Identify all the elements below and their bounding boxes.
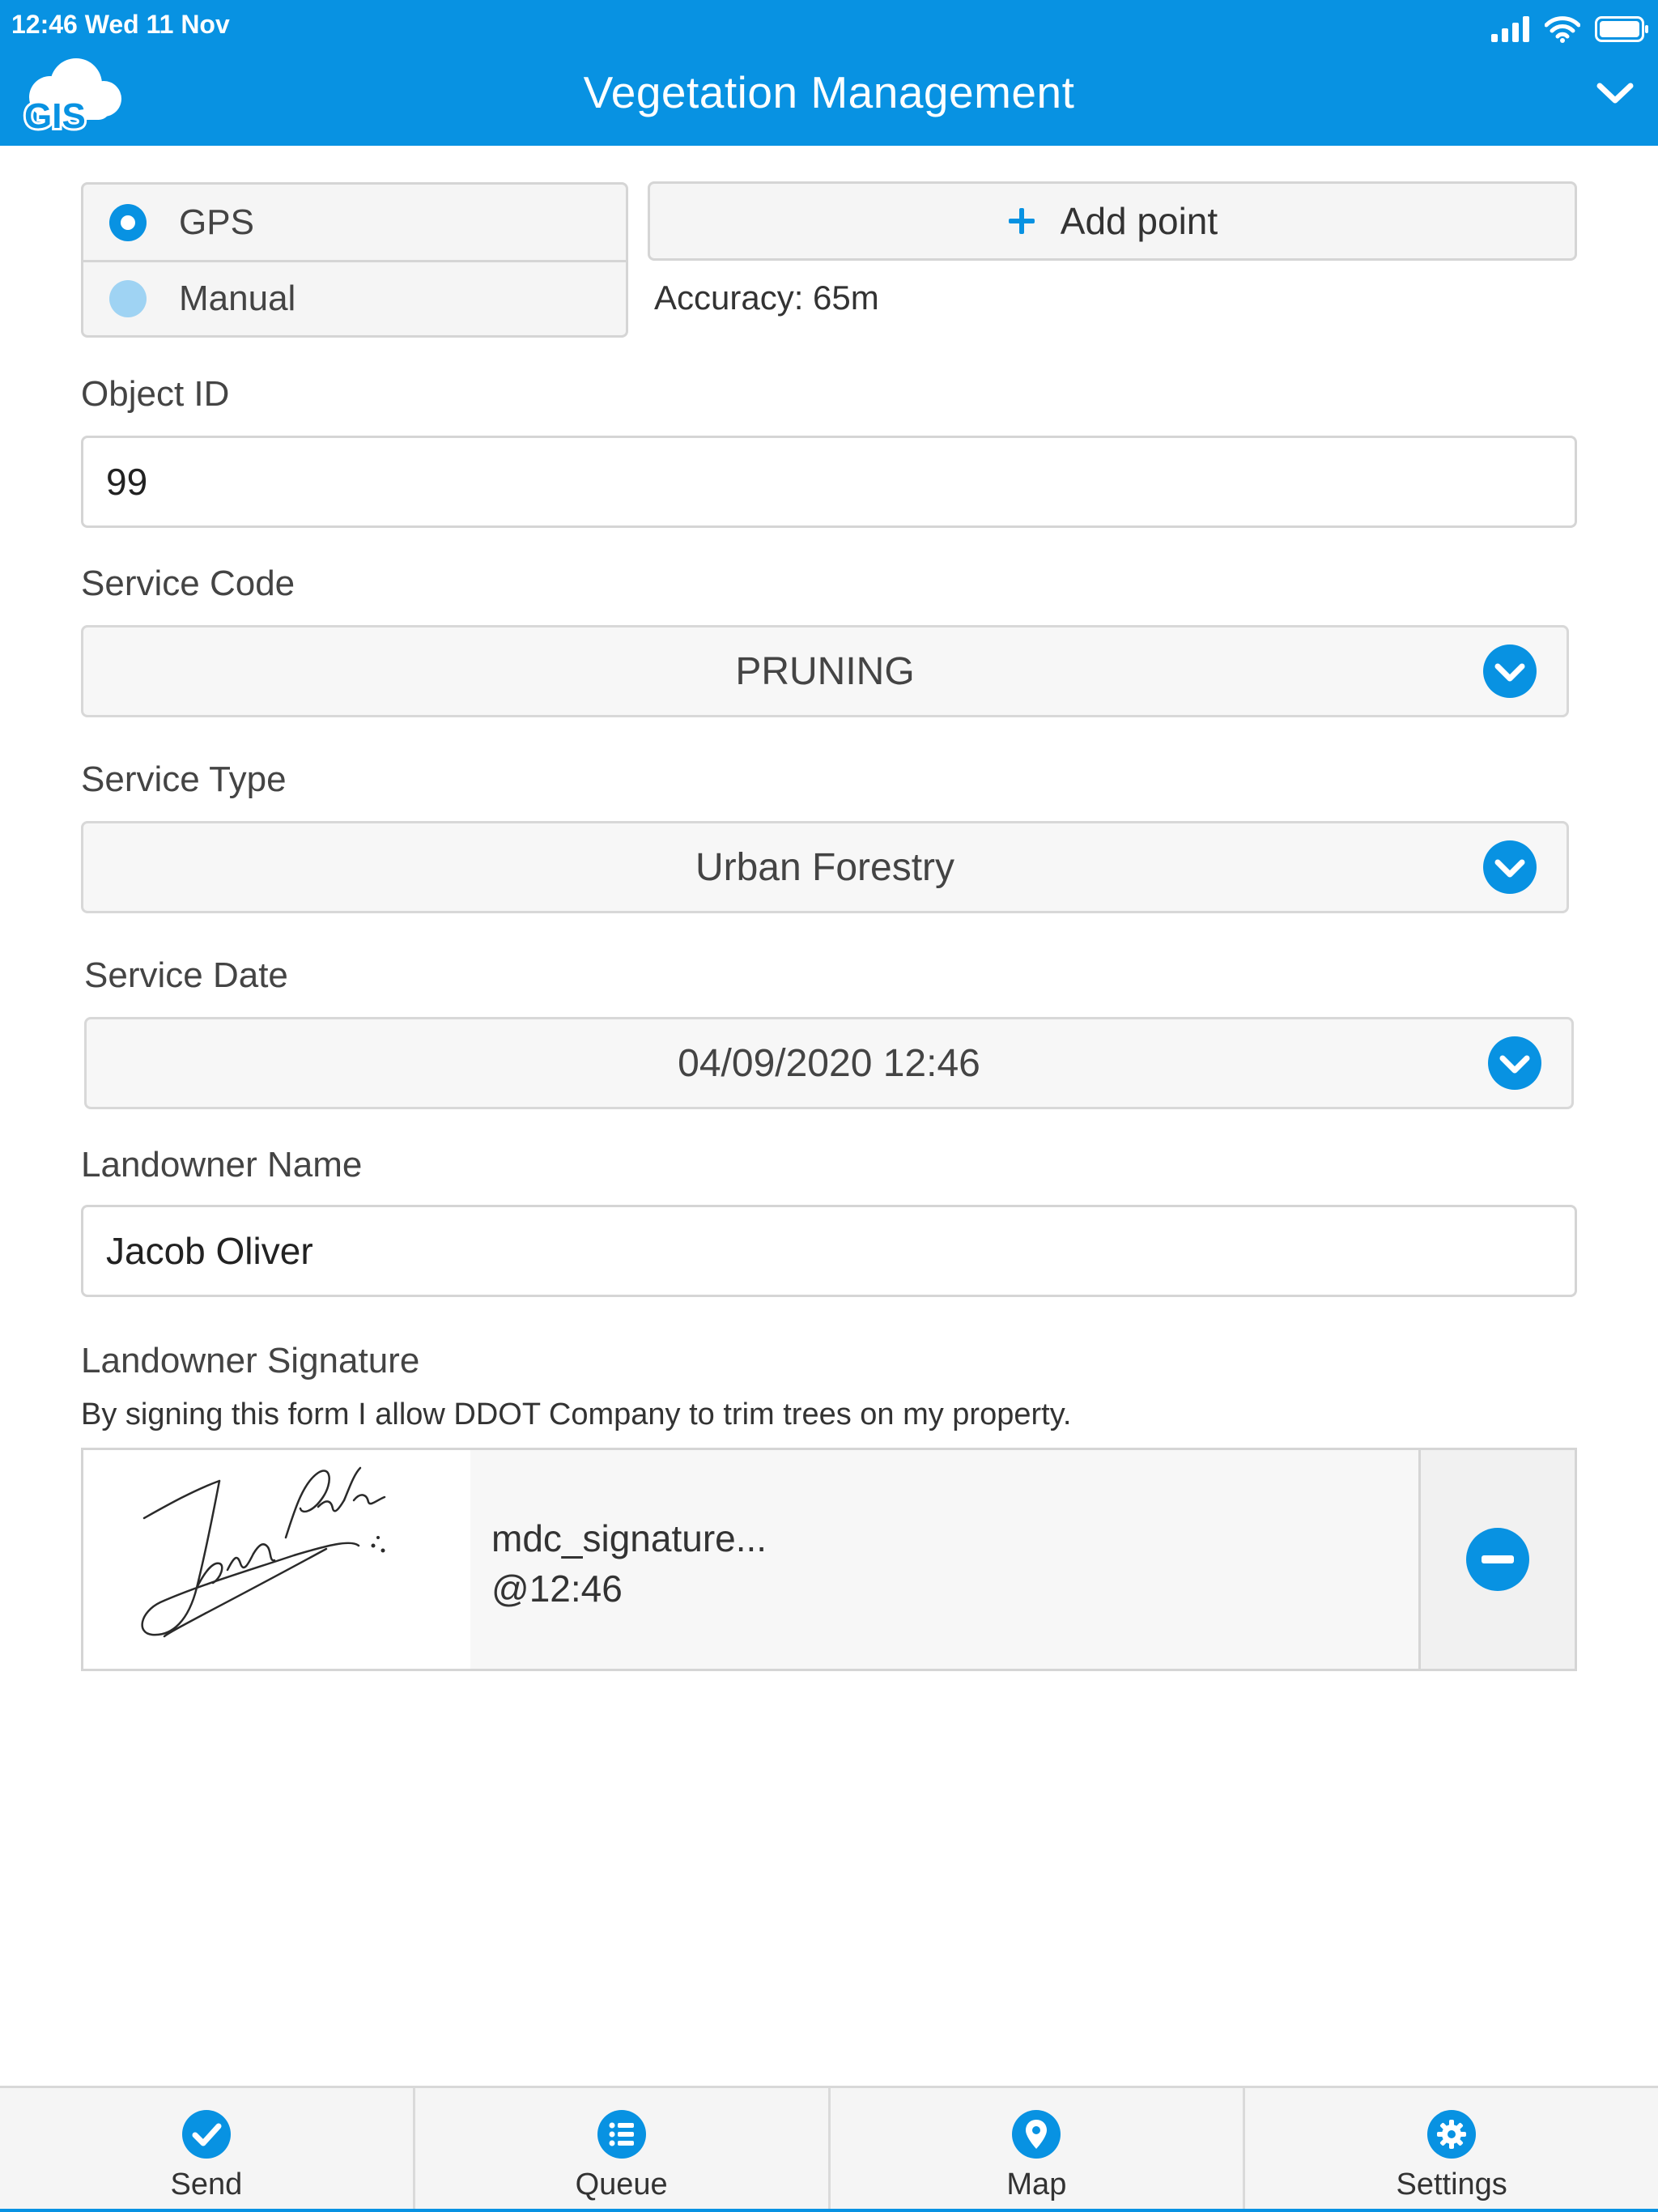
service-type-label: Service Type (81, 759, 287, 799)
app-title: Vegetation Management (583, 67, 1075, 117)
signature-attachment (81, 1448, 1577, 1671)
location-option-gps[interactable] (83, 185, 626, 262)
gps-accuracy: Accuracy: 65m (654, 279, 879, 317)
object-id-label: Object ID (81, 374, 230, 414)
tab-label: Map (1006, 2167, 1067, 2201)
service-date-label: Service Date (84, 955, 288, 995)
minus-circle-icon (1465, 1527, 1530, 1592)
status-bar-indicators (1491, 13, 1650, 45)
tab-map[interactable] (831, 2088, 1246, 2212)
service-code-value: PRUNING (735, 649, 915, 693)
list-icon (597, 2109, 647, 2159)
radio-unselected-icon (108, 279, 148, 319)
signature-consent-text: By signing this form I allow DDOT Company to trim trees on my property. (81, 1397, 1072, 1431)
app-header (0, 0, 1658, 146)
chevron-down-circle-icon (1487, 1036, 1542, 1091)
service-type-value: Urban Forestry (695, 845, 955, 889)
landowner-signature-label: Landowner Signature (81, 1341, 420, 1380)
location-mode-group (81, 182, 628, 338)
service-date-value: 04/09/2020 12:46 (678, 1041, 980, 1085)
bottom-tab-bar (0, 2086, 1658, 2212)
location-option-label: GPS (179, 202, 254, 242)
object-id-input[interactable] (81, 436, 1577, 528)
landowner-name-value: Jacob Oliver (106, 1230, 313, 1272)
plus-icon (1007, 206, 1036, 236)
battery-icon (1595, 16, 1650, 42)
service-code-label: Service Code (81, 564, 295, 603)
signature-file-name: mdc_signature... (491, 1517, 767, 1559)
tab-send[interactable] (0, 2088, 415, 2212)
svg-text:GIS: GIS (24, 96, 86, 133)
signature-timestamp: @12:46 (491, 1568, 623, 1610)
map-pin-icon (1011, 2109, 1061, 2159)
signature-image[interactable] (83, 1450, 470, 1669)
radio-selected-icon (108, 202, 148, 243)
check-circle-icon (181, 2109, 232, 2159)
chevron-down-circle-icon (1482, 644, 1537, 699)
wifi-icon (1545, 15, 1580, 43)
service-date-picker[interactable] (84, 1017, 1574, 1109)
add-point-label: Add point (1060, 200, 1218, 242)
remove-signature-button[interactable] (1418, 1450, 1575, 1669)
status-bar-time: 12:46 Wed 11 Nov (11, 10, 230, 39)
service-code-select[interactable] (81, 625, 1569, 717)
landowner-name-input[interactable] (81, 1205, 1577, 1297)
add-point-button[interactable] (648, 181, 1577, 261)
landowner-name-label: Landowner Name (81, 1145, 363, 1185)
service-type-select[interactable] (81, 821, 1569, 913)
location-option-label: Manual (179, 278, 296, 318)
location-option-manual[interactable] (83, 261, 626, 336)
chevron-down-icon[interactable] (1595, 78, 1635, 110)
tab-label: Send (170, 2167, 243, 2201)
object-id-value: 99 (106, 461, 148, 503)
gear-icon (1426, 2109, 1477, 2159)
cellular-signal-icon (1491, 16, 1530, 42)
tab-label: Queue (575, 2167, 668, 2201)
chevron-down-circle-icon (1482, 840, 1537, 895)
tab-settings[interactable] (1245, 2088, 1658, 2212)
tab-queue[interactable] (415, 2088, 831, 2212)
bottom-accent-line (0, 2209, 1658, 2212)
tab-label: Settings (1396, 2167, 1507, 2201)
